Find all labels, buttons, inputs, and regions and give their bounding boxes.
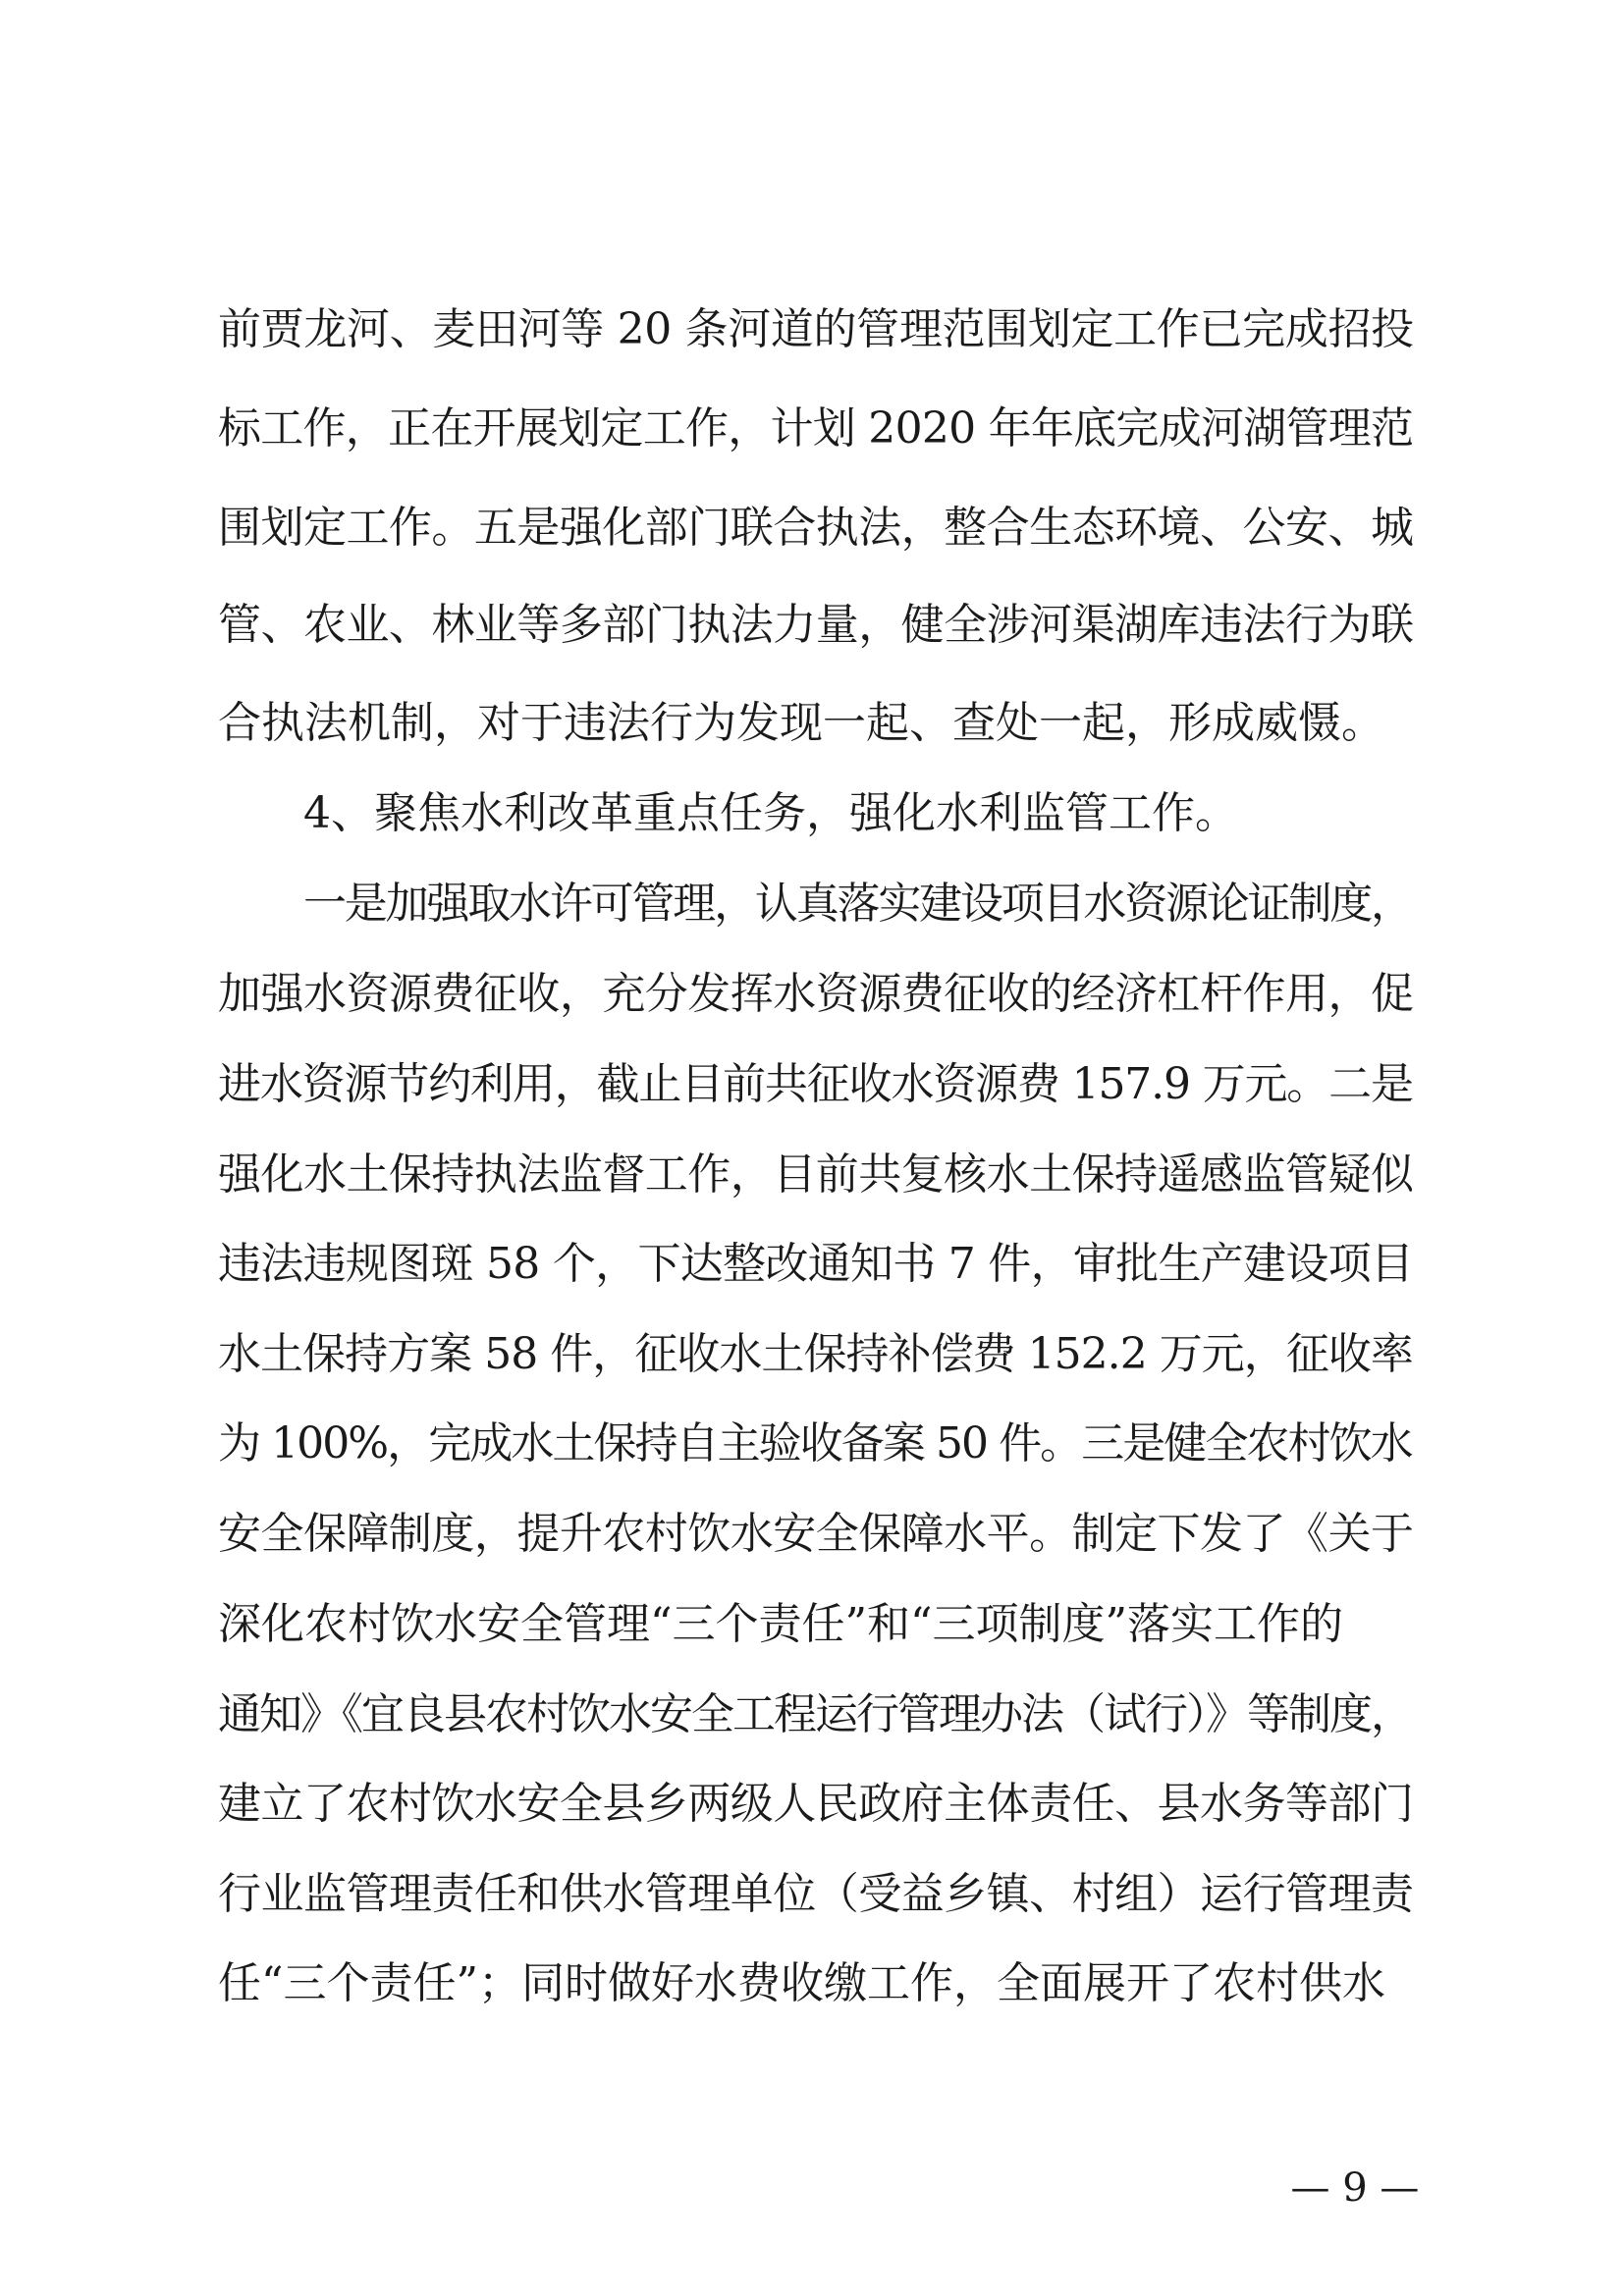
text-line: 强化水土保持执法监督工作，目前共复核水土保持遥感监管疑似 xyxy=(218,1149,1414,1200)
text-line: 合执法机制，对于违法行为发现一起、查处一起，形成威慑。 xyxy=(218,698,1384,748)
text-line: 进水资源节约利用，截止目前共征收水资源费 157.9 万元。二是 xyxy=(218,1059,1413,1109)
text-line: 违法违规图斑 58 个，下达整改通知书 7 件，审批生产建设项目 xyxy=(218,1239,1414,1289)
page-number: — 9 — xyxy=(1290,2165,1420,2211)
section-heading: 4、聚焦水利改革重点任务，强化水利监管工作。 xyxy=(303,788,1238,838)
text-line: 安全保障制度，提升农村饮水安全保障水平。制定下发了《关于 xyxy=(218,1509,1414,1559)
text-line: 建立了农村饮水安全县乡两级人民政府主体责任、县水务等部门 xyxy=(218,1779,1414,1829)
text-line: 水土保持方案 58 件，征收水土保持补偿费 152.2 万元，征收率 xyxy=(218,1329,1413,1379)
text-line: 管、农业、林业等多部门执法力量，健全涉河渠湖库违法行为联 xyxy=(218,600,1414,650)
text-line: 一是加强取水许可管理，认真落实建设项目水资源论证制度， xyxy=(303,879,1412,929)
text-line: 标工作，正在开展划定工作，计划 2020 年年底完成河湖管理范 xyxy=(218,403,1414,454)
text-line: 加强水资源费征收，充分发挥水资源费征收的经济杠杆作用，促 xyxy=(218,969,1414,1019)
text-line: 深化农村饮水安全管理“三个责任”和“三项制度”落实工作的 xyxy=(218,1599,1343,1649)
text-line: 通知》《宜良县农村饮水安全工程运行管理办法（试行）》等制度， xyxy=(218,1689,1412,1739)
text-line: 任“三个责任”；同时做好水费收缴工作，全面展开了农村供水 xyxy=(218,1958,1385,2008)
text-line: 前贾龙河、麦田河等 20 条河道的管理范围划定工作已完成招投 xyxy=(218,304,1414,354)
text-line: 为 100%，完成水土保持自主验收备案 50 件。三是健全农村饮水 xyxy=(218,1418,1412,1468)
text-line: 围划定工作。五是强化部门联合执法，整合生态环境、公安、城 xyxy=(218,503,1414,553)
text-line: 行业监管理责任和供水管理单位（受益乡镇、村组）运行管理责 xyxy=(218,1869,1414,1919)
